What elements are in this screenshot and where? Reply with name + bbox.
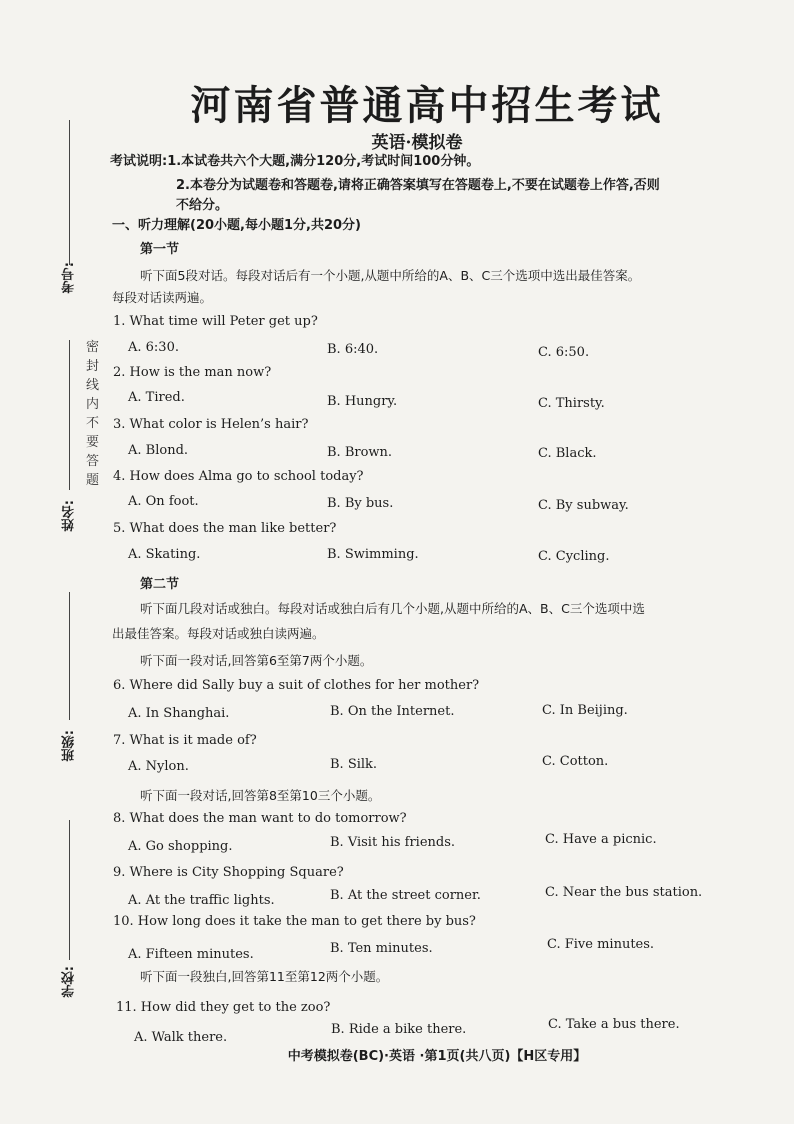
question-6-option-b: B. On the Internet. [330,704,455,719]
question-2: 2. How is the man now? [113,365,272,380]
question-1-option-b: B. 6:40. [327,342,379,357]
question-6-option-c: C. In Beijing. [542,703,628,718]
question-5-option-b: B. Swimming. [327,547,419,562]
prompt-q8-10: 听下面一段对话,回答第8至第10三个小题。 [140,788,381,803]
question-11-option-b: B. Ride a bike there. [331,1022,467,1037]
instructions-item2-line2: 不给分。 [176,198,229,213]
question-1-option-c: C. 6:50. [538,345,590,360]
page-subtitle: 英语·模拟卷 [371,133,463,153]
sidebar-class-label: 班级: [62,730,77,762]
question-1: 1. What time will Peter get up? [113,314,318,329]
part2-direction-line1: 听下面几段对话或独白。每段对话或独白后有几个小题,从题中所给的A、B、C三个选项中选 [140,601,645,616]
question-10-option-c: C. Five minutes. [547,937,655,952]
question-9-option-b: B. At the street corner. [330,888,481,903]
part1-direction-line2: 每段对话读两遍。 [112,290,213,305]
question-11-option-a: A. Walk there. [134,1030,228,1045]
sidebar-line-name [69,340,70,490]
instructions-item2-line1: 2.本卷分为试题卷和答题卷,请将正确答案填写在答题卷上,不要在试题卷上作答,否则 [176,178,660,193]
question-11: 11. How did they get to the zoo? [116,1000,331,1015]
question-10-option-b: B. Ten minutes. [330,941,433,956]
question-11-option-c: C. Take a bus there. [548,1017,680,1032]
question-6-option-a: A. In Shanghai. [128,706,230,721]
question-4-option-b: B. By bus. [327,496,394,511]
sidebar-line-school [69,820,70,960]
instructions-item1: 1.本试卷共六个大题,满分120分,考试时间100分钟。 [167,154,480,169]
section1-heading: 一、听力理解(20小题,每小题1分,共20分) [112,218,361,233]
sidebar-school-label: 学校: [62,966,77,998]
question-9-option-c: C. Near the bus station. [545,885,703,900]
prompt-q6-7: 听下面一段对话,回答第6至第7两个小题。 [140,653,373,668]
question-9: 9. Where is City Shopping Square? [113,865,344,880]
question-5: 5. What does the man like better? [113,521,337,536]
question-2-option-b: B. Hungry. [327,394,398,409]
question-4-option-a: A. On foot. [128,494,199,509]
sidebar-line-class [69,592,70,720]
question-7-option-c: C. Cotton. [542,754,609,769]
question-3: 3. What color is Helen’s hair? [113,417,309,432]
question-10: 10. How long does it take the man to get there by bus? [113,914,476,929]
question-3-option-b: B. Brown. [327,445,393,460]
seal-line-notice: 密封线内不要答题 [86,340,100,488]
prompt-q11-12: 听下面一段独白,回答第11至第12两个小题。 [140,969,389,984]
part1-heading: 第一节 [140,242,180,257]
part2-heading: 第二节 [140,577,180,592]
question-4-option-c: C. By subway. [538,498,629,513]
sidebar-name-label: 姓名: [62,500,77,532]
question-2-option-a: A. Tired. [128,390,185,405]
question-5-option-c: C. Cycling. [538,549,610,564]
page-footer: 中考模拟卷(BC)·英语 ·第1页(共八页)【H区专用】 [287,1049,587,1064]
question-7-option-a: A. Nylon. [128,759,189,774]
question-7: 7. What is it made of? [113,733,257,748]
question-7-option-b: B. Silk. [330,757,378,772]
sidebar-exam-no-label: 考号: [62,262,77,294]
question-1-option-a: A. 6:30. [128,340,179,355]
instructions-label: 考试说明: [110,154,168,169]
question-4: 4. How does Alma go to school today? [113,469,364,484]
question-3-option-c: C. Black. [538,446,597,461]
question-2-option-c: C. Thirsty. [538,396,605,411]
question-6: 6. Where did Sally buy a suit of clothes for her mother? [113,678,480,693]
question-10-option-a: A. Fifteen minutes. [128,947,254,962]
part2-direction-line2: 出最佳答案。每段对话或独白读两遍。 [112,626,325,641]
question-8-option-c: C. Have a picnic. [545,832,657,847]
page-title: 河南省普通高中招生考试 [190,82,664,129]
question-8-option-a: A. Go shopping. [128,839,233,854]
question-8: 8. What does the man want to do tomorrow? [113,811,407,826]
question-8-option-b: B. Visit his friends. [330,835,456,850]
question-3-option-a: A. Blond. [128,443,189,458]
part1-direction-line1: 听下面5段对话。每段对话后有一个小题,从题中所给的A、B、C三个选项中选出最佳答案。 [140,268,641,283]
question-5-option-a: A. Skating. [128,547,201,562]
question-9-option-a: A. At the traffic lights. [128,893,275,908]
instructions-line1 [110,150,479,169]
